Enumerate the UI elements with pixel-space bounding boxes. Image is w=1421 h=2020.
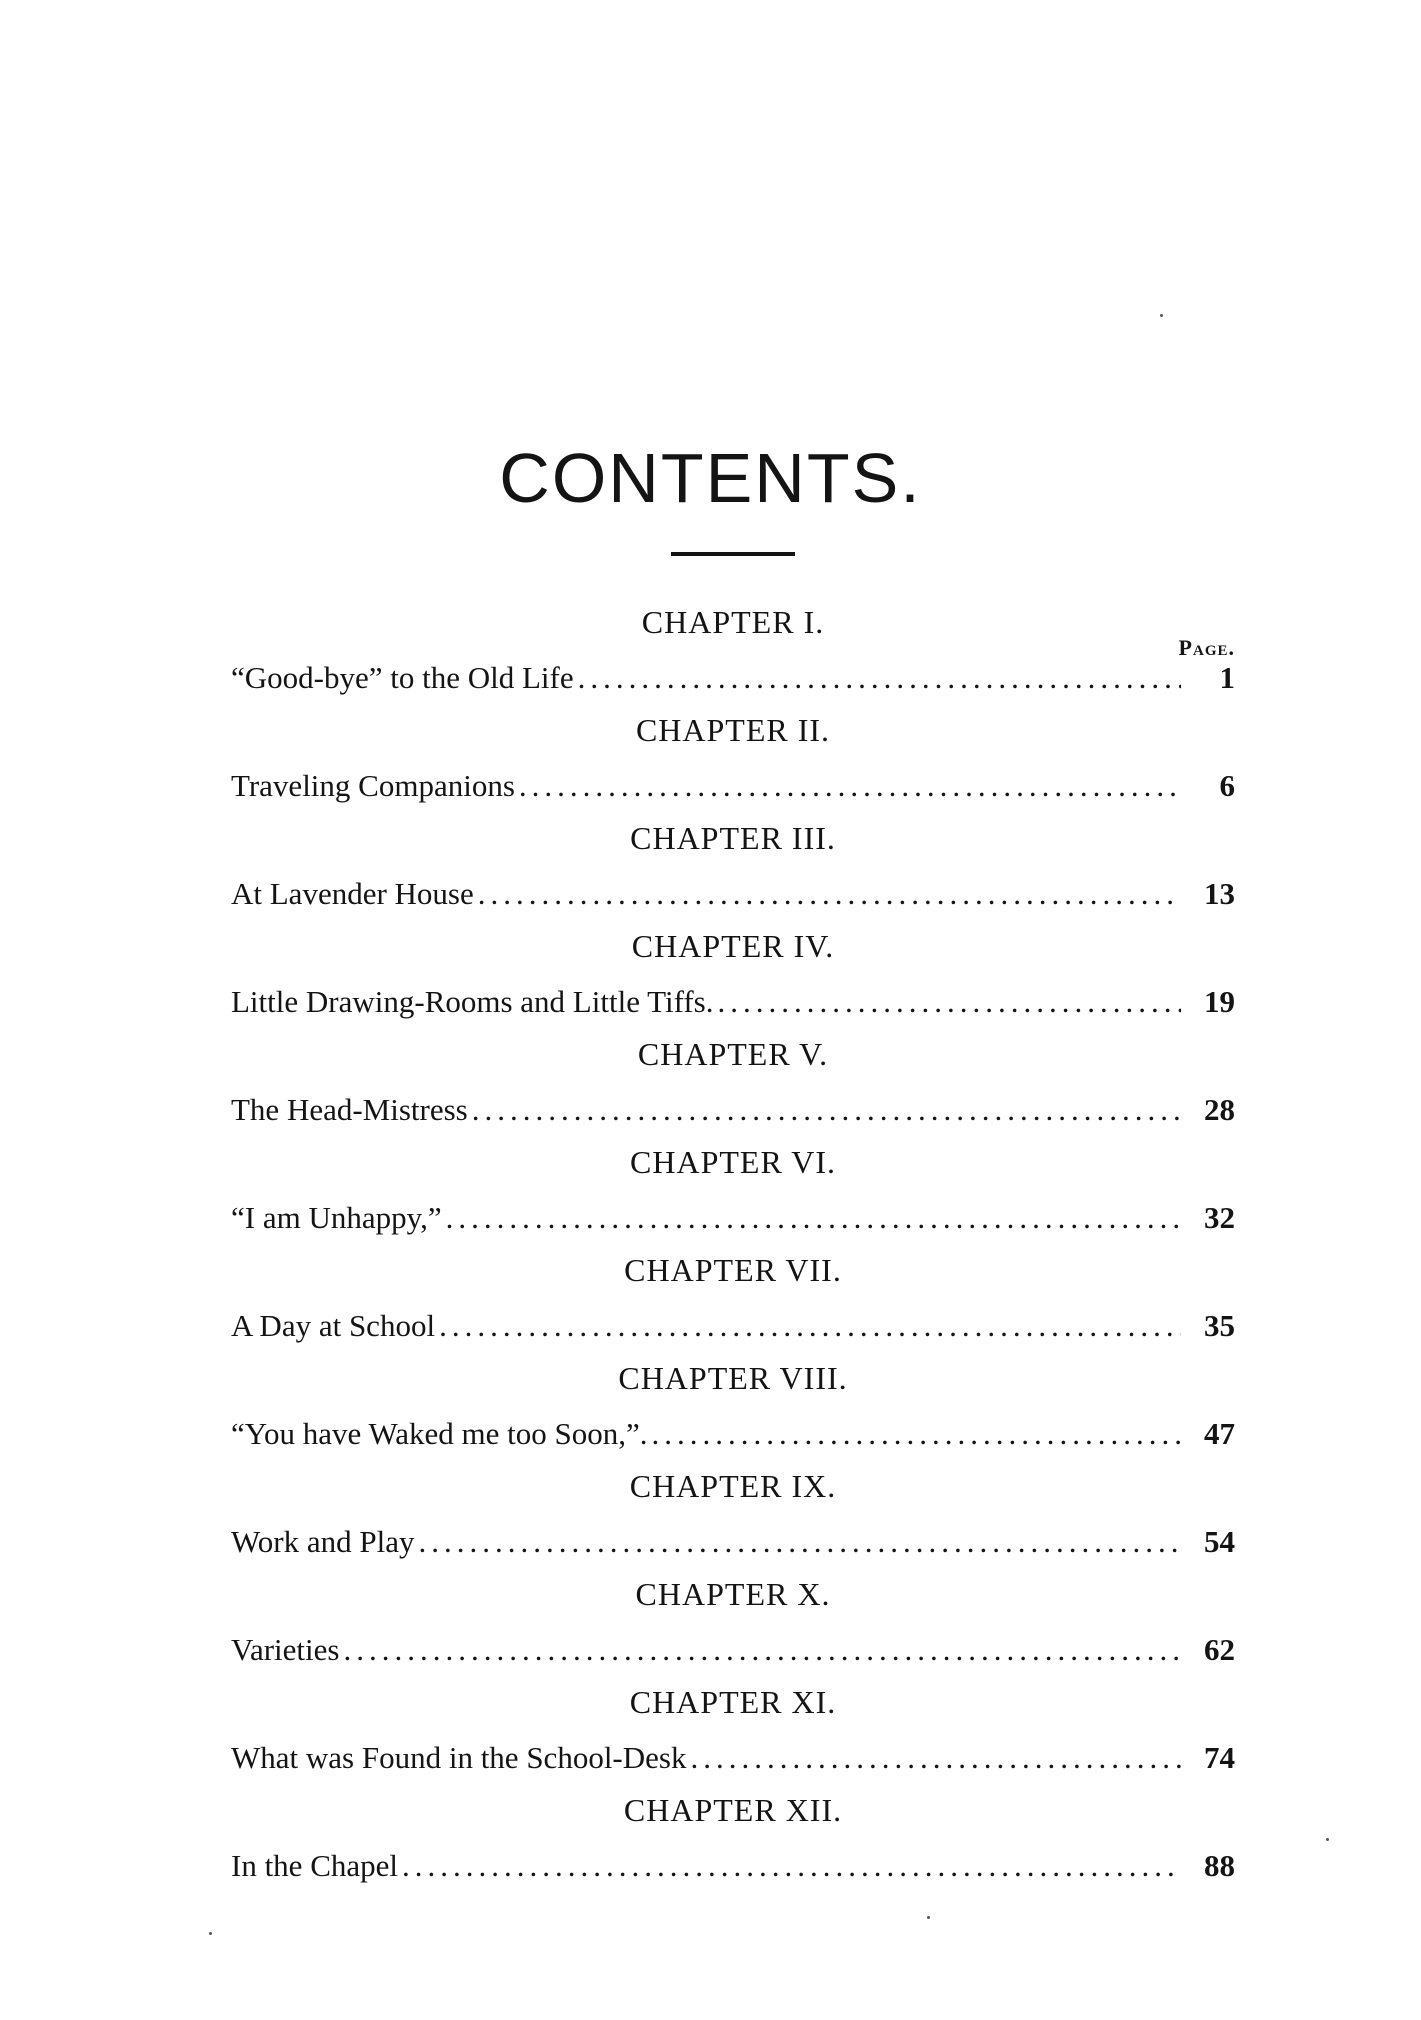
toc-chapter-1 xyxy=(231,597,1235,705)
page-number: 1 xyxy=(1219,660,1235,695)
chapter-title: “I am Unhappy,” xyxy=(231,1200,442,1235)
page-title: CONTENTS. xyxy=(499,439,922,517)
chapter-heading: CHAPTER IX. xyxy=(629,1468,837,1504)
toc-chapter-4 xyxy=(231,921,1235,1029)
scan-speck xyxy=(1160,314,1163,317)
toc-chapter-10 xyxy=(231,1569,1235,1677)
chapter-heading: CHAPTER XII. xyxy=(623,1792,843,1828)
toc-chapter-11 xyxy=(231,1677,1235,1785)
page-number: 88 xyxy=(1204,1848,1235,1883)
page-number: 54 xyxy=(1204,1524,1235,1559)
chapter-title: Traveling Companions xyxy=(231,768,515,803)
table-of-contents xyxy=(231,597,1235,1893)
scan-speck xyxy=(927,1916,930,1919)
chapter-title: At Lavender House xyxy=(231,876,474,911)
page-number: 28 xyxy=(1204,1092,1235,1127)
dot-leader xyxy=(718,979,1182,1025)
toc-entry xyxy=(231,1303,1235,1349)
scan-speck xyxy=(209,1932,212,1935)
dot-leader xyxy=(343,1627,1181,1673)
chapter-heading: CHAPTER IV. xyxy=(631,928,835,964)
chapter-title: A Day at School xyxy=(231,1308,436,1343)
dot-leader xyxy=(578,655,1181,701)
toc-entry xyxy=(231,1087,1235,1133)
chapter-heading: CHAPTER VI. xyxy=(630,1144,836,1180)
chapter-title: Work and Play xyxy=(231,1524,415,1559)
chapter-title: In the Chapel xyxy=(231,1848,399,1883)
chapter-heading: CHAPTER VIII. xyxy=(618,1360,848,1396)
chapter-heading: CHAPTER XI. xyxy=(629,1684,837,1720)
chapter-title: What was Found in the School-Desk xyxy=(231,1740,687,1775)
toc-chapter-6 xyxy=(231,1137,1235,1245)
toc-entry xyxy=(231,1843,1235,1889)
title-rule xyxy=(671,552,795,556)
chapter-heading: CHAPTER V. xyxy=(637,1036,829,1072)
toc-chapter-7 xyxy=(231,1245,1235,1353)
dot-leader xyxy=(690,1735,1181,1781)
page-number: 13 xyxy=(1204,876,1235,911)
page-number: 19 xyxy=(1204,984,1235,1019)
dot-leader xyxy=(478,871,1181,917)
chapter-title: “You have Waked me too Soon,”. xyxy=(231,1416,648,1451)
dot-leader xyxy=(472,1087,1181,1133)
dot-leader xyxy=(519,763,1181,809)
scan-speck xyxy=(1326,1838,1329,1841)
page-number: 32 xyxy=(1204,1200,1235,1235)
chapter-title: “Good-bye” to the Old Life xyxy=(231,660,574,695)
page-number: 74 xyxy=(1204,1740,1235,1775)
chapter-title: Little Drawing-Rooms and Little Tiffs. xyxy=(231,984,714,1019)
toc-chapter-3 xyxy=(231,813,1235,921)
page-column-label: Page. xyxy=(1178,635,1235,660)
toc-chapter-8 xyxy=(231,1353,1235,1461)
chapter-title: Varieties xyxy=(231,1632,340,1667)
chapter-heading: CHAPTER II. xyxy=(635,712,831,748)
chapter-heading: CHAPTER X. xyxy=(635,1576,831,1612)
toc-entry xyxy=(231,1411,1235,1457)
toc-chapter-5 xyxy=(231,1029,1235,1137)
dot-leader xyxy=(439,1303,1181,1349)
chapter-heading: CHAPTER VII. xyxy=(624,1252,842,1288)
chapter-title: The Head-Mistress xyxy=(231,1092,468,1127)
toc-entry xyxy=(231,1195,1235,1241)
page-number: 47 xyxy=(1204,1416,1235,1451)
toc-entry xyxy=(231,655,1235,701)
dot-leader xyxy=(402,1843,1181,1889)
toc-chapter-2 xyxy=(231,705,1235,813)
toc-entry xyxy=(231,979,1235,1025)
toc-entry xyxy=(231,1519,1235,1565)
toc-chapter-12 xyxy=(231,1785,1235,1893)
toc-entry xyxy=(231,1735,1235,1781)
chapter-heading: CHAPTER I. xyxy=(641,604,825,640)
toc-chapter-9 xyxy=(231,1461,1235,1569)
toc-entry xyxy=(231,763,1235,809)
page-number: 62 xyxy=(1204,1632,1235,1667)
page-number: 6 xyxy=(1219,768,1235,803)
toc-entry xyxy=(231,1627,1235,1673)
chapter-heading: CHAPTER III. xyxy=(630,820,836,856)
toc-entry xyxy=(231,871,1235,917)
page-number: 35 xyxy=(1204,1308,1235,1343)
dot-leader xyxy=(446,1195,1181,1241)
dot-leader xyxy=(652,1411,1181,1457)
dot-leader xyxy=(418,1519,1181,1565)
